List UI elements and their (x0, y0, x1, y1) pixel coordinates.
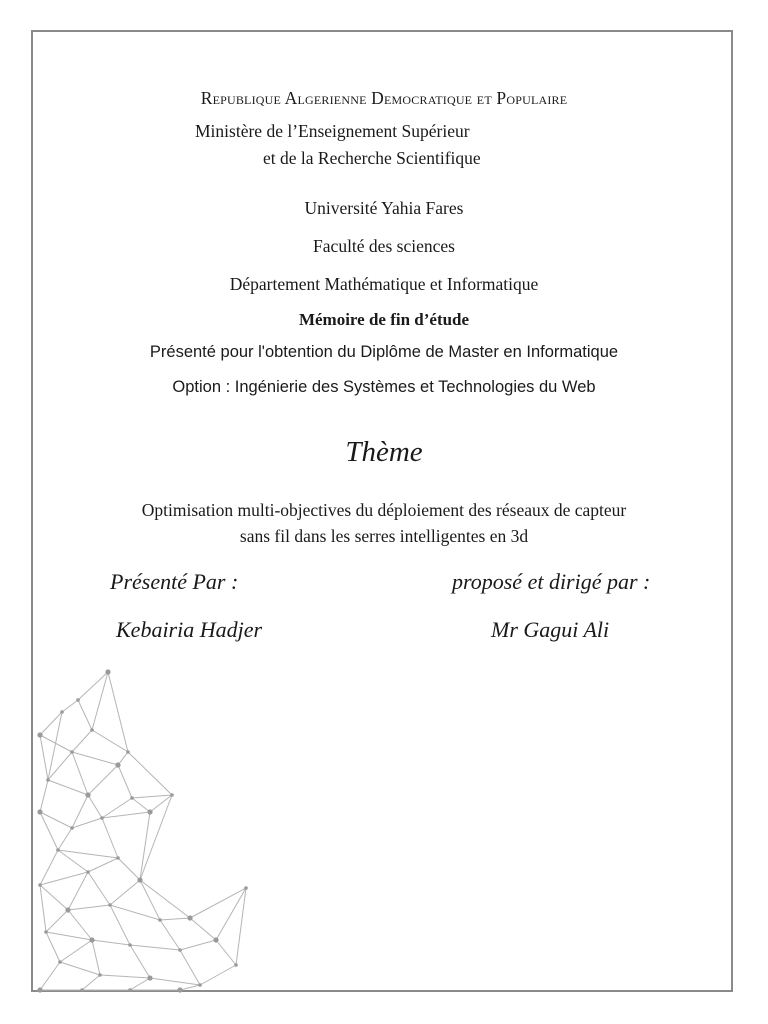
network-node (177, 987, 182, 992)
network-node (147, 975, 152, 980)
network-edge (110, 880, 140, 905)
network-edge (40, 812, 72, 828)
network-node (56, 848, 60, 852)
subject-line-2: sans fil dans les serres intelligentes en 3d (239, 526, 529, 546)
option-line: Option : Ingénierie des Systèmes et Technologies du Web (172, 378, 596, 396)
network-edge (110, 905, 130, 945)
network-edge (180, 985, 200, 990)
ministry-line-2: et de la Recherche Scientifique (263, 148, 481, 168)
network-edge (68, 872, 88, 910)
network-edge (88, 795, 102, 818)
network-edge (88, 765, 118, 795)
university-name: Université Yahia Fares (304, 198, 464, 218)
network-edge (180, 940, 216, 950)
thesis-type: Mémoire de fin d’étude (298, 310, 470, 329)
network-edge (88, 858, 118, 872)
network-edge (200, 965, 236, 985)
network-node (37, 732, 42, 737)
network-node (85, 792, 90, 797)
network-edge (140, 812, 150, 880)
network-edge (140, 880, 160, 920)
network-node (234, 963, 238, 967)
network-node (137, 877, 142, 882)
network-edge (40, 780, 48, 812)
network-edge (130, 945, 150, 978)
network-node (46, 778, 50, 782)
degree-line: Présenté pour l'obtention du Diplôme de Master en Informatique (149, 343, 619, 361)
network-edge (40, 850, 58, 885)
network-node (70, 826, 74, 830)
network-edge (78, 700, 92, 730)
network-node (158, 918, 162, 922)
network-edge (40, 812, 58, 850)
network-edge (100, 975, 150, 978)
network-node (105, 669, 110, 674)
network-edge (92, 672, 108, 730)
faculty-name: Faculté des sciences (313, 236, 455, 256)
department-name: Département Mathématique et Informatique (229, 274, 539, 294)
network-edge (62, 700, 78, 712)
network-node (213, 937, 218, 942)
network-edge (92, 940, 100, 975)
network-node (128, 988, 132, 992)
network-node (38, 883, 42, 887)
network-node (98, 973, 102, 977)
network-edge (40, 885, 46, 932)
network-edge (108, 672, 128, 752)
network-edge (40, 872, 88, 885)
network-node (116, 856, 120, 860)
network-edge (88, 872, 110, 905)
network-edge (190, 918, 216, 940)
network-edge (48, 780, 88, 795)
network-edge (72, 752, 118, 765)
network-edge (46, 910, 68, 932)
network-node (37, 809, 42, 814)
network-edge (110, 905, 160, 920)
network-edge (150, 978, 200, 985)
network-node (80, 988, 84, 992)
network-edge (60, 962, 100, 975)
network-edge (130, 978, 150, 990)
network-node (178, 948, 182, 952)
network-edge (140, 880, 190, 918)
network-edge (78, 672, 108, 700)
network-edge (68, 905, 110, 910)
subject-line-1: Optimisation multi-objectives du déploiement des réseaux de capteur (141, 500, 627, 520)
student-name: Kebairia Hadjer (116, 617, 263, 642)
network-node (65, 907, 70, 912)
network-node (89, 937, 94, 942)
network-edge (60, 940, 92, 962)
network-edge (236, 888, 246, 965)
network-node (58, 960, 62, 964)
network-edge (40, 735, 48, 780)
network-node (60, 710, 64, 714)
network-node (147, 809, 152, 814)
republic-title: Republique Algerienne Democratique et Populaire (200, 88, 568, 108)
network-node (244, 886, 248, 890)
network-node (115, 762, 120, 767)
supervisor-name: Mr Gagui Ali (491, 617, 610, 642)
network-edge (216, 940, 236, 965)
supervised-by-label: proposé et dirigé par : (452, 569, 651, 594)
network-node (100, 816, 104, 820)
network-node (130, 796, 134, 800)
network-edge (46, 932, 60, 962)
network-edge (92, 940, 130, 945)
network-edge (68, 910, 92, 940)
network-node (187, 915, 192, 920)
network-node (44, 930, 48, 934)
network-edge (40, 712, 62, 735)
network-edge (82, 975, 100, 990)
presented-by-label: Présenté Par : (110, 569, 239, 594)
network-edge (160, 918, 190, 920)
network-node (108, 903, 112, 907)
network-node (86, 870, 90, 874)
network-edge (130, 945, 180, 950)
network-node (37, 987, 42, 992)
theme-heading: Thème (345, 436, 423, 468)
network-edge (92, 730, 128, 752)
network-edge (102, 818, 118, 858)
network-edge (180, 950, 200, 985)
network-edge (58, 828, 72, 850)
network-edge (132, 795, 172, 798)
network-edge (46, 932, 92, 940)
network-node (170, 793, 174, 797)
network-edge (128, 752, 172, 795)
network-edge (118, 858, 140, 880)
network-node (128, 943, 132, 947)
network-edge (48, 752, 72, 780)
network-node (76, 698, 80, 702)
network-edge (40, 962, 60, 990)
network-edge (132, 798, 150, 812)
network-edge (118, 765, 132, 798)
network-node (90, 728, 94, 732)
network-edge (40, 885, 68, 910)
network-node (70, 750, 74, 754)
network-node (198, 983, 202, 987)
network-edge (72, 730, 92, 752)
network-node (126, 750, 130, 754)
network-edge (160, 920, 180, 950)
ministry-line-1: Ministère de l’Enseignement Supérieur (195, 121, 470, 141)
network-edge (72, 752, 88, 795)
